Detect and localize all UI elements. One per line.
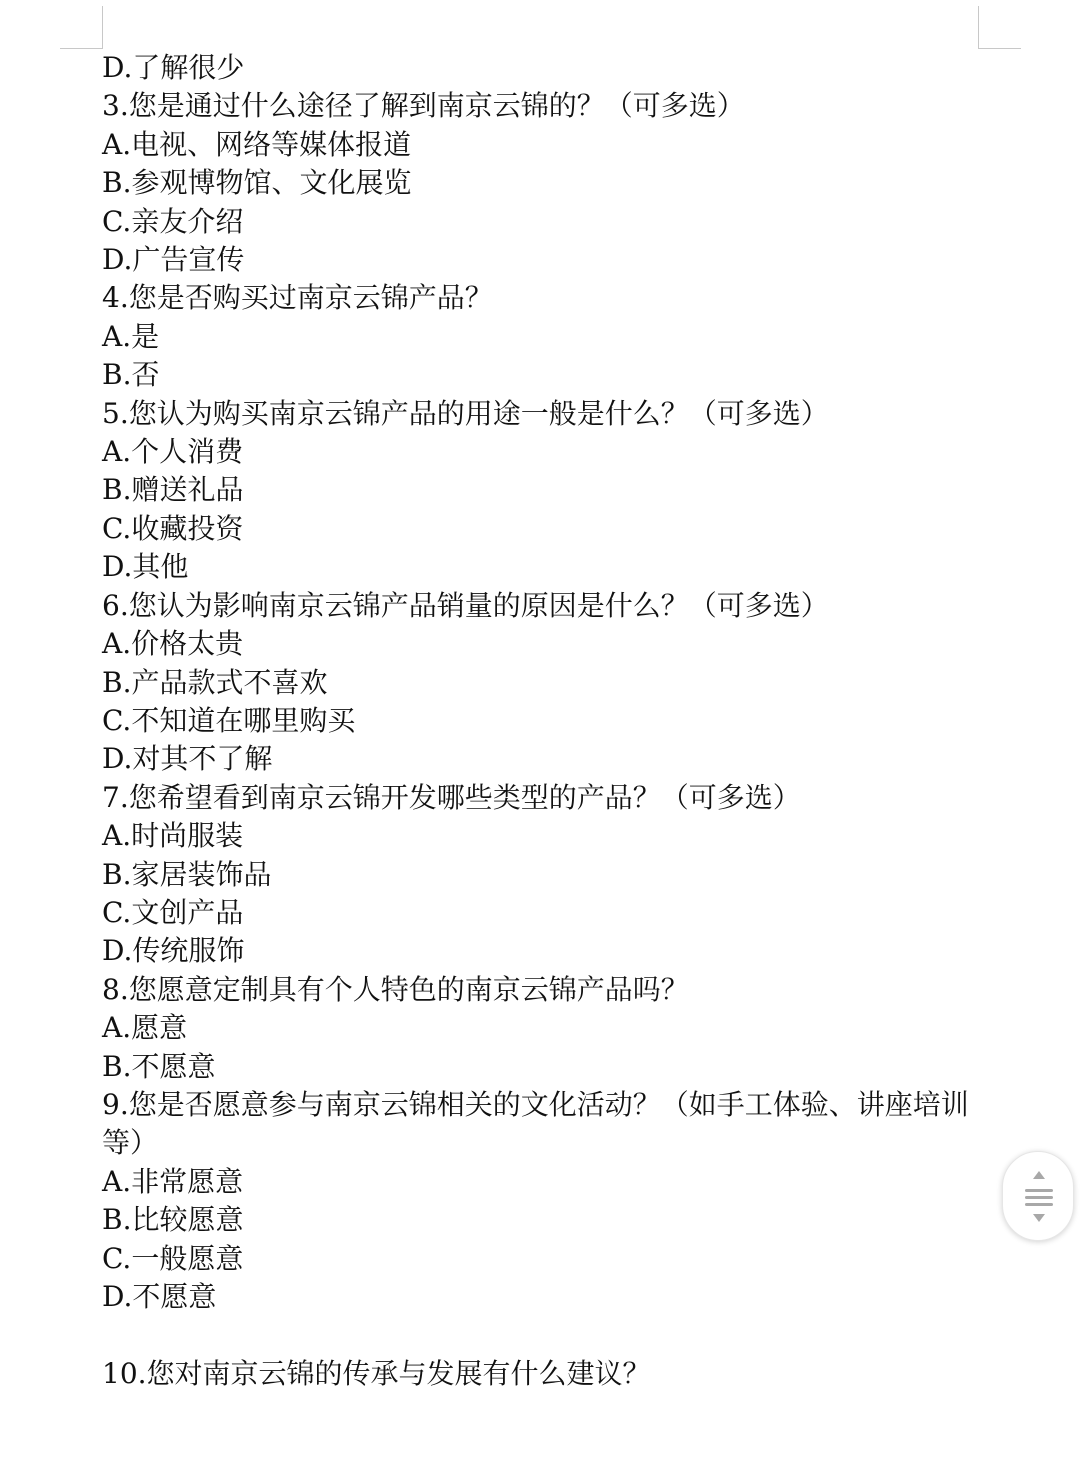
option-line: D.广告宣传: [102, 243, 245, 277]
question-line: 10.您对南京云锦的传承与发展有什么建议？: [102, 1356, 651, 1390]
option-line: D.不愿意: [102, 1280, 217, 1313]
option-line: A.愿意: [102, 1011, 188, 1045]
question-line: 8.您愿意定制具有个人特色的南京云锦产品吗？: [102, 972, 689, 1006]
option-line: B.否: [102, 358, 160, 392]
option-line: A.电视、网络等媒体报道: [102, 127, 412, 161]
blank-line: [102, 1316, 992, 1354]
option-line: B.家居装饰品: [102, 857, 272, 891]
option-line: B.不愿意: [102, 1049, 216, 1083]
option-line: B.参观博物馆、文化展览: [102, 166, 412, 200]
option-line: B.比较愿意: [102, 1203, 244, 1237]
page-corner-mark-top-right: [978, 6, 1021, 49]
question-line: 7.您希望看到南京云锦开发哪些类型的产品？（可多选）: [102, 780, 801, 814]
option-line: A.时尚服装: [102, 819, 244, 853]
question-line: 9.您是否愿意参与南京云锦相关的文化活动？（如手工体验、讲座培训等）: [102, 1087, 969, 1160]
scroll-handle-button[interactable]: [1002, 1151, 1074, 1241]
option-line: A.非常愿意: [102, 1164, 244, 1198]
option-line: D.了解很少: [102, 51, 245, 84]
option-line: C.一般愿意: [102, 1241, 244, 1275]
page-corner-mark-top-left: [60, 6, 103, 49]
option-line: D.传统服饰: [102, 934, 245, 968]
question-line: 3.您是通过什么途径了解到南京云锦的？（可多选）: [102, 89, 745, 123]
option-line: A.价格太贵: [102, 627, 244, 661]
scroll-handle-icon: [1021, 1169, 1057, 1225]
question-line: 4.您是否购买过南京云锦产品？: [102, 281, 493, 315]
option-line: D.其他: [102, 550, 189, 584]
option-line: B.赠送礼品: [102, 473, 244, 507]
option-line: A.是: [102, 319, 160, 353]
option-line: C.亲友介绍: [102, 204, 244, 238]
question-line: 6.您认为影响南京云锦产品销量的原因是什么？（可多选）: [102, 588, 829, 622]
option-line: A.个人消费: [102, 435, 244, 469]
option-line: C.收藏投资: [102, 511, 244, 545]
question-line: 5.您认为购买南京云锦产品的用途一般是什么？（可多选）: [102, 396, 829, 430]
option-line: C.文创产品: [102, 895, 244, 929]
option-line: C.不知道在哪里购买: [102, 703, 356, 737]
option-line: D.对其不了解: [102, 742, 273, 776]
option-line: B.产品款式不喜欢: [102, 665, 328, 699]
document-body: [102, 49, 992, 1393]
